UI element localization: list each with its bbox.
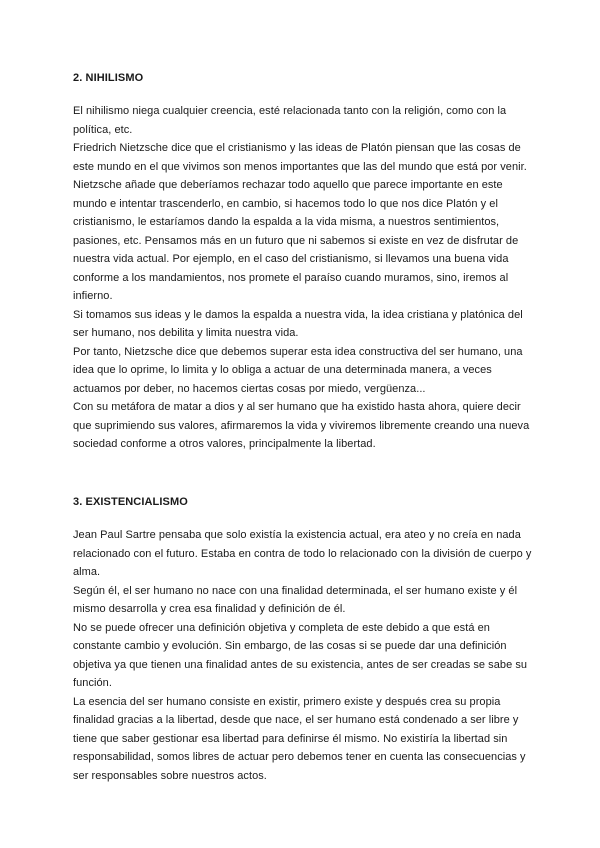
paragraph: Según él, el ser humano no nace con una finalidad determinada, el ser humano existe y él mismo desarrolla y crea esa finalidad y definición de él.: [73, 584, 518, 615]
paragraph: Por tanto, Nietzsche dice que debemos superar esta idea constructiva del ser humano, una idea que lo oprime, lo limita y lo obliga a actuar de una determinada manera, a veces actuamos por deber, no hacemos ciertas cosas por miedo, vergüenza...: [73, 345, 523, 395]
paragraph: No se puede ofrecer una definición objetiva y completa de este debido a que está en constante cambio y evolución. Sin embargo, de las cosas si se puede dar una definición objetiva ya que tienen una finalidad antes de su existencia, antes de ser creadas se sabe su función.: [73, 621, 528, 689]
paragraph: Jean Paul Sartre pensaba que solo existía la existencia actual, era ateo y no creía en nada relacionado con el futuro. Estaba en contra de todo lo relacionado con la división de cuerpo y alma.: [73, 529, 532, 578]
section-heading: 2. NIHILISMO: [73, 72, 144, 84]
section-heading: 3. EXISTENCIALISMO: [73, 496, 188, 508]
paragraph: La esencia del ser humano consiste en existir, primero existe y después crea su propia finalidad gracias a la libertad, desde que nace, el ser humano está condenado a ser libre y tiene que saber gestionar esa libertad para definirse él mismo. No existiría la libertad sin responsabilidad, somos libres de actuar pero debemos tener en cuenta las consecuencias y ser responsables sobre nuestros actos.: [73, 695, 526, 782]
paragraph: Friedrich Nietzsche dice que el cristianismo y las ideas de Platón piensan que las cosas de este mundo en el que vivimos son menos importantes que las del mundo que está por venir.: [73, 142, 527, 173]
section-existencialismo: [73, 494, 538, 785]
paragraph: Nietzsche añade que deberíamos rechazar todo aquello que parece importante en este mundo e intentar trascenderlo, en cambio, si hacemos todo lo que nos dice Platón y el cristianismo, le estaríamos dando la espalda a la vida misma, a nuestros sentimientos, pasiones, etc. Pensamos más en un futuro que ni sabemos si existe en vez de disfrutar de nuestra vida actual. Por ejemplo, en el caso del cristianismo, si llevamos una buena vida conforme a los mandamientos, nos promete el paraíso cuando muramos, sino, iremos al infierno.: [73, 179, 519, 302]
paragraph: Si tomamos sus ideas y le damos la espalda a nuestra vida, la idea cristiana y platónica del ser humano, nos debilita y limita nuestra vida.: [73, 308, 523, 339]
paragraph: Con su metáfora de matar a dios y al ser humano que ha existido hasta ahora, quiere decir que suprimiendo sus valores, afirmaremos la vida y viviremos libremente creando una nueva sociedad conforme a otros valores, principalmente la libertad.: [73, 401, 530, 450]
paragraph: El nihilismo niega cualquier creencia, esté relacionada tanto con la religión, como con la política, etc.: [73, 105, 507, 136]
section-nihilismo: [73, 70, 538, 454]
